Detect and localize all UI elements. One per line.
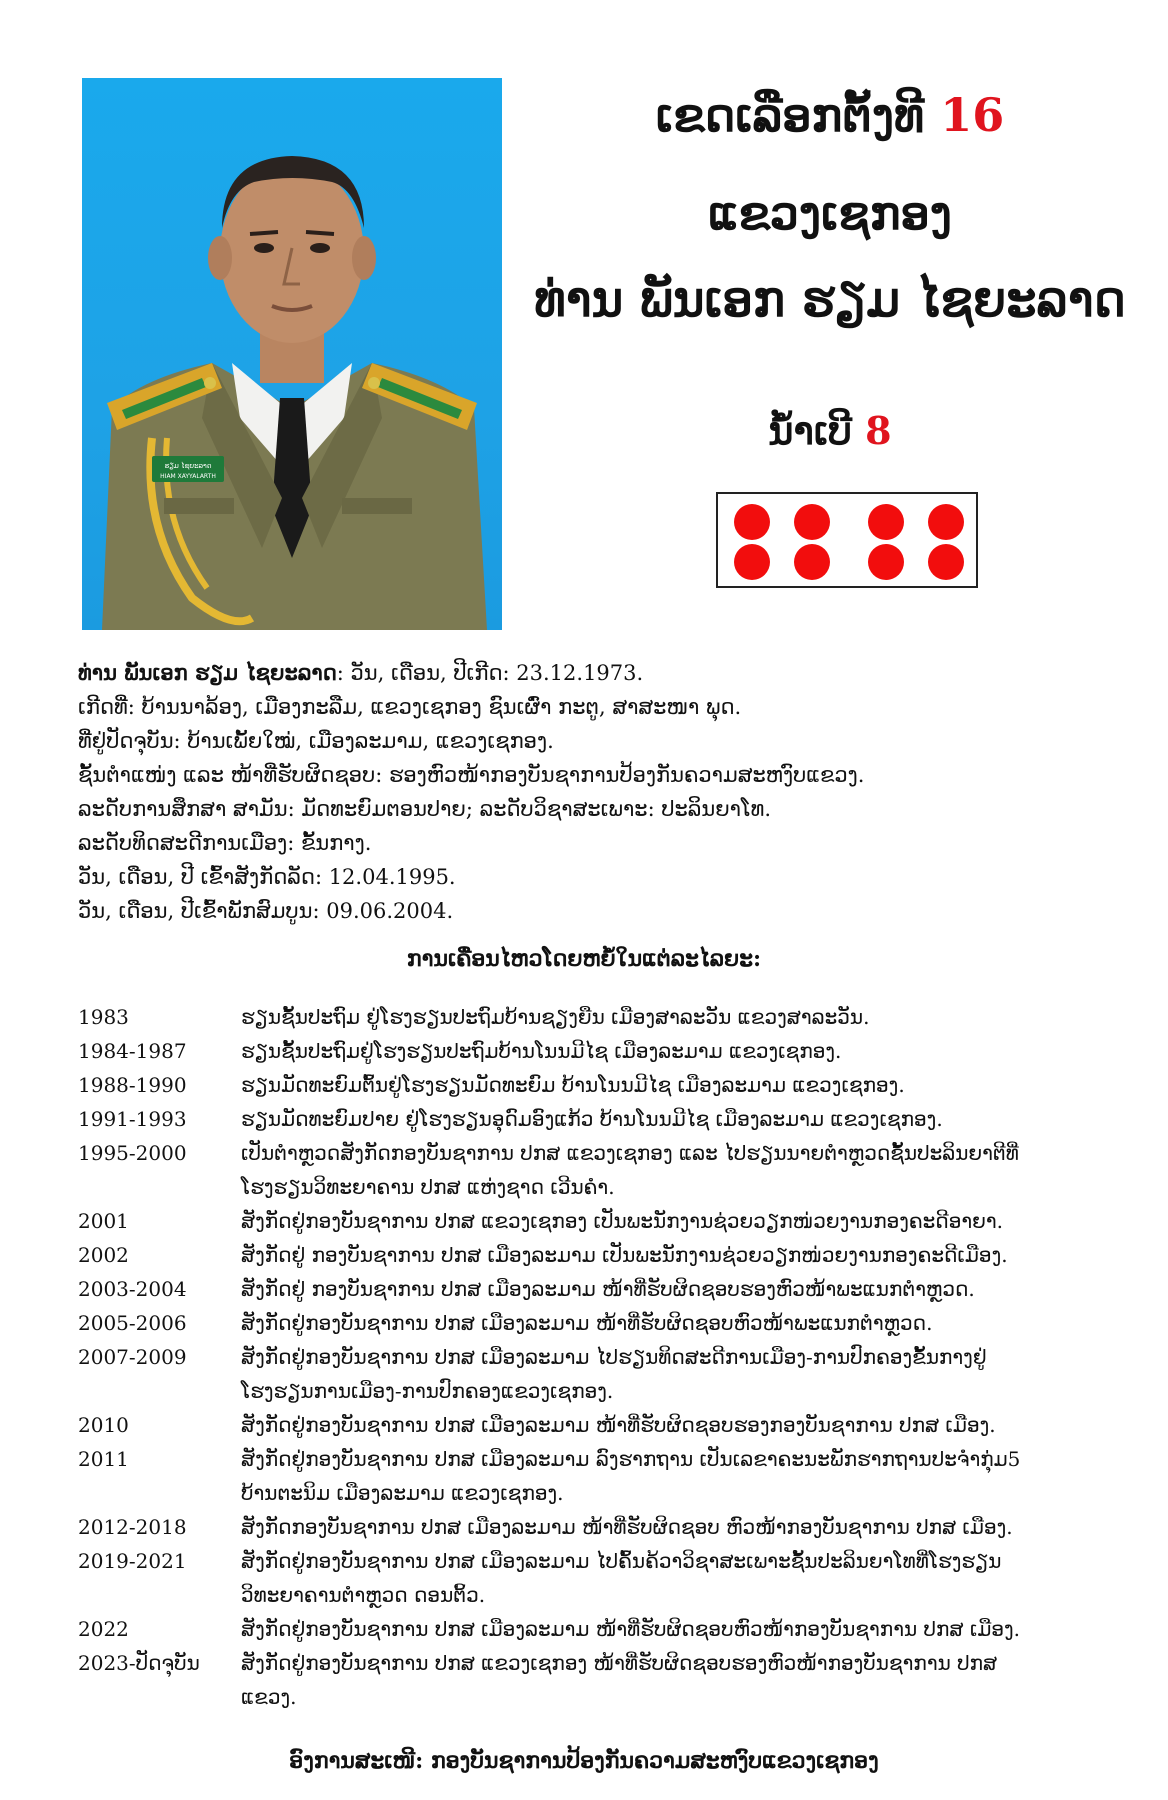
timeline-year: 2005-2006 [78,1311,187,1335]
timeline-row [78,1136,1118,1204]
timeline-row [78,1612,1118,1646]
timeline-description [241,1306,1118,1340]
ballot-number-dots [716,492,978,588]
timeline-row [78,1272,1118,1306]
name-tag-lao: ຮຽມ ໄຊຍະລາດ [164,462,212,470]
timeline-description [241,1068,1118,1102]
info-dob: : ວັນ, ເດືອນ, ປີເກີດ: 23.12.1973. [336,661,644,685]
info-education: ລະດັບການສຶກສາ ສາມັນ: ມັດທະຍົມຕອນປາຍ; ລະດັບວິຊາສະເພາະ: ປະລິນຍາໂທ. [78,797,772,821]
timeline-description-line: ວິທະຍາຄານຕຳຫຼວດ ດອນຕິ້ວ. [241,1583,486,1607]
ballot-dot [734,544,770,580]
timeline-year: 2003-2004 [78,1277,187,1301]
timeline-description [241,1612,1118,1646]
ballot-dot [794,544,830,580]
timeline-description-line: ໂຮງຮຽນວິທະຍາຄານ ປກສ ແຫ່ງຊາດ ເວີນຄຳ. [241,1175,615,1199]
info-political-theory: ລະດັບທິດສະດີການເມືອງ: ຂັ້ນກາງ. [78,831,372,855]
timeline-description-line: ສັງກັດຢູ່ ກອງບັນຊາການ ປກສ ເມືອງລະມາມ ເປັນພະນັກງານຊ່ວຍວຽກໜ່ວຍງານກອງຄະດີເມືອງ. [241,1243,1008,1267]
info-position: ຊັ້ນຕຳແໜ່ງ ແລະ ໜ້າທີ່ຮັບຜິດຊອບ: ຮອງຫົວໜ້າກອງບັນຊາການປ້ອງກັນຄວາມສະຫງົບແຂວງ. [78,763,865,787]
number-label: ນ້ຳເບີ [768,408,852,453]
timeline-year: 2012-2018 [78,1515,187,1539]
timeline-description-line: ເປັນຕຳຫຼວດສັງກັດກອງບັນຊາການ ປກສ ແຂວງເຊກອງ ແລະ ໄປຮຽນນາຍຕຳຫຼວດຊັ້ນປະລິນຍາຕີທີ່ [241,1141,1019,1165]
timeline-description-line: ບ້ານຕະນິມ ເມືອງລະມາມ ແຂວງເຊກອງ. [241,1481,564,1505]
timeline-description-line: ຮຽນຊັ້ນປະຖົມຢູ່ໂຮງຮຽນປະຖົມບ້ານໂນນມີໄຊ ເມືອງລະມາມ ແຂວງເຊກອງ. [241,1039,842,1063]
candidate-number-heading [520,408,1140,453]
timeline-year: 2011 [78,1447,129,1471]
timeline-year: 2001 [78,1209,129,1233]
info-name: ທ່ານ ພັນເອກ ຮຽມ ໄຊຍະລາດ [78,660,337,685]
portrait-illustration [82,78,502,630]
timeline-row [78,1510,1118,1544]
ballot-dot [794,504,830,540]
timeline-description-line: ສັງກັດຢູ່ກອງບັນຊາການ ປກສ ແຂວງເຊກອງ ໜ້າທີ່ຮັບຜິດຊອບຮອງຫົວໜ້າກອງບັນຊາການ ປກສ [241,1651,998,1675]
timeline-description-line: ສັງກັດຢູ່ກອງບັນຊາການ ປກສ ເມືອງລະມາມ ໄປຮຽນທິດສະດີການເມືອງ-ການປົກຄອງຂັ້ນກາງຢູ່ [241,1345,987,1369]
timeline-description-line: ສັງກັດຢູ່ກອງບັນຊາການ ປກສ ເມືອງລະມາມ ໜ້າທີ່ຮັບຜິດຊອບຫົວໜ້າພະແນກຕຳຫຼວດ. [241,1311,933,1335]
timeline-row [78,1034,1118,1068]
proposing-organization: ອົງການສະເໜີ: ກອງບັນຊາການປ້ອງກັນຄວາມສະຫງົບແຂວງເຊກອງ [289,1748,879,1774]
timeline-description-line: ສັງກັດຢູ່ ກອງບັນຊາການ ປກສ ເມືອງລະມາມ ໜ້າທີ່ຮັບຜິດຊອບຮອງຫົວໜ້າພະແນກຕຳຫຼວດ. [241,1277,975,1301]
timeline-description-line: ຮຽນຊັ້ນປະຖົມ ຢູ່ໂຮງຮຽນປະຖົມບ້ານຊຽງຍືນ ເມືອງສາລະວັນ ແຂວງສາລະວັນ. [241,1005,870,1029]
info-party-date: ວັນ, ເດືອນ, ປີເຂົ້າພັກສົມບູນ: 09.06.2004. [78,899,454,923]
candidate-photo [82,78,502,630]
province-heading: ແຂວງເຊກອງ [708,186,952,240]
timeline-year: 1984-1987 [78,1039,187,1063]
constituency-heading [520,88,1140,142]
timeline-description [241,1442,1118,1510]
timeline-description [241,1544,1118,1612]
timeline-year: 1983 [78,1005,129,1029]
ballot-dot [868,544,904,580]
ballot-dot [928,504,964,540]
timeline-row [78,1306,1118,1340]
ballot-dot [928,544,964,580]
timeline-description-line: ແຂວງ. [241,1685,297,1709]
timeline-year: 1995-2000 [78,1141,187,1165]
timeline-year: 2019-2021 [78,1549,187,1573]
timeline-description-line: ຮຽນມັດທະຍົມຕົ້ນຢູ່ໂຮງຮຽນມັດທະຍົມ ບ້ານໂນນມີໄຊ ເມືອງລະມາມ ແຂວງເຊກອງ. [241,1073,905,1097]
timeline-year: 2010 [78,1413,129,1437]
timeline-description [241,1510,1118,1544]
constituency-label: ເຂດເລືອກຕັ້ງທີ [655,88,925,142]
ballot-dot [868,504,904,540]
timeline-description [241,1136,1118,1204]
timeline-description [241,1272,1118,1306]
ballot-dot [734,504,770,540]
timeline-year: 2022 [78,1617,129,1641]
personal-info [78,656,1118,928]
timeline-year: 1991-1993 [78,1107,187,1131]
timeline-description [241,1034,1118,1068]
candidate-name-heading: ທ່ານ ພັນເອກ ຮຽມ ໄຊຍະລາດ [534,272,1126,328]
timeline-year: 2007-2009 [78,1345,187,1369]
timeline-description-line: ສັງກັດຢູ່ກອງບັນຊາການ ປກສ ເມືອງລະມາມ ລົງຮາກຖານ ເປັນເລຂາຄະນະພັກຮາກຖານປະຈຳກຸ່ມ5 [241,1447,1021,1471]
timeline-description [241,1000,1118,1034]
timeline-list [78,1000,1118,1714]
timeline-description-line: ຮຽນມັດທະຍົມປາຍ ຢູ່ໂຮງຮຽນອຸດົມອົງແກ້ວ ບ້ານໂນນມີໄຊ ເມືອງລະມາມ ແຂວງເຊກອງ. [241,1107,943,1131]
name-tag-latin: HIAM XAYYALARTH [160,473,216,480]
timeline-description-line: ໂຮງຮຽນການເມືອງ-ການປົກຄອງແຂວງເຊກອງ. [241,1379,614,1403]
timeline-row [78,1204,1118,1238]
timeline-row [78,1068,1118,1102]
timeline-row [78,1000,1118,1034]
timeline-row [78,1238,1118,1272]
timeline-title: ການເຄື່ອນໄຫວໂດຍຫຍໍ້ໃນແຕ່ລະໄລຍະ: [406,946,762,972]
timeline-description [241,1238,1118,1272]
timeline-row [78,1646,1118,1714]
timeline-row [78,1408,1118,1442]
timeline-description-line: ສັງກັດກອງບັນຊາການ ປກສ ເມືອງລະມາມ ໜ້າທີ່ຮັບຜິດຊອບ ຫົວໜ້າກອງບັນຊາການ ປກສ ເມືອງ. [241,1515,1013,1539]
timeline-year: 1988-1990 [78,1073,187,1097]
info-birthplace: ເກີດທີ່: ບ້ານນາລ້ອງ, ເມືອງກະລືມ, ແຂວງເຊກອງ ຊົນເຜົ່າ ກະຕູ, ສາສະໜາ ພຸດ. [78,695,742,719]
info-state-entry-date: ວັນ, ເດືອນ, ປີ ເຂົ້າສັງກັດລັດ: 12.04.1995. [78,865,456,889]
timeline-description-line: ສັງກັດຢູ່ກອງບັນຊາການ ປກສ ເມືອງລະມາມ ໜ້າທີ່ຮັບຜິດຊອບຮອງກອງບັນຊາການ ປກສ ເມືອງ. [241,1413,996,1437]
timeline-description-line: ສັງກັດຢູ່ກອງບັນຊາການ ປກສ ເມືອງລະມາມ ໄປຄົ້ນຄ້ວາວິຊາສະເພາະຊັ້ນປະລິນຍາໂທທີ່ໂຮງຮຽນ [241,1549,1002,1573]
timeline-year: 2023-ປັດຈຸບັນ [78,1651,200,1675]
timeline-description [241,1408,1118,1442]
timeline-description [241,1646,1118,1714]
timeline-row [78,1442,1118,1510]
timeline-year: 2002 [78,1243,129,1267]
timeline-description-line: ສັງກັດຢູ່ກອງບັນຊາການ ປກສ ແຂວງເຊກອງ ເປັນພະນັກງານຊ່ວຍວຽກໜ່ວຍງານກອງຄະດີອາຍາ. [241,1209,1004,1233]
timeline-description-line: ສັງກັດຢູ່ກອງບັນຊາການ ປກສ ເມືອງລະມາມ ໜ້າທີ່ຮັບຜິດຊອບຫົວໜ້າກອງບັນຊາການ ປກສ ເມືອງ. [241,1617,1021,1641]
info-name-dob [78,656,1118,690]
timeline-row [78,1102,1118,1136]
timeline-description [241,1102,1118,1136]
info-residence: ທີ່ຢູ່ປັດຈຸບັນ: ບ້ານເພັ້ຍໃໝ່, ເມືອງລະມາມ, ແຂວງເຊກອງ. [78,729,554,753]
number-value: 8 [865,408,892,453]
timeline-description [241,1204,1118,1238]
timeline-row [78,1340,1118,1408]
constituency-number: 16 [940,88,1005,142]
timeline-description [241,1340,1118,1408]
timeline-row [78,1544,1118,1612]
